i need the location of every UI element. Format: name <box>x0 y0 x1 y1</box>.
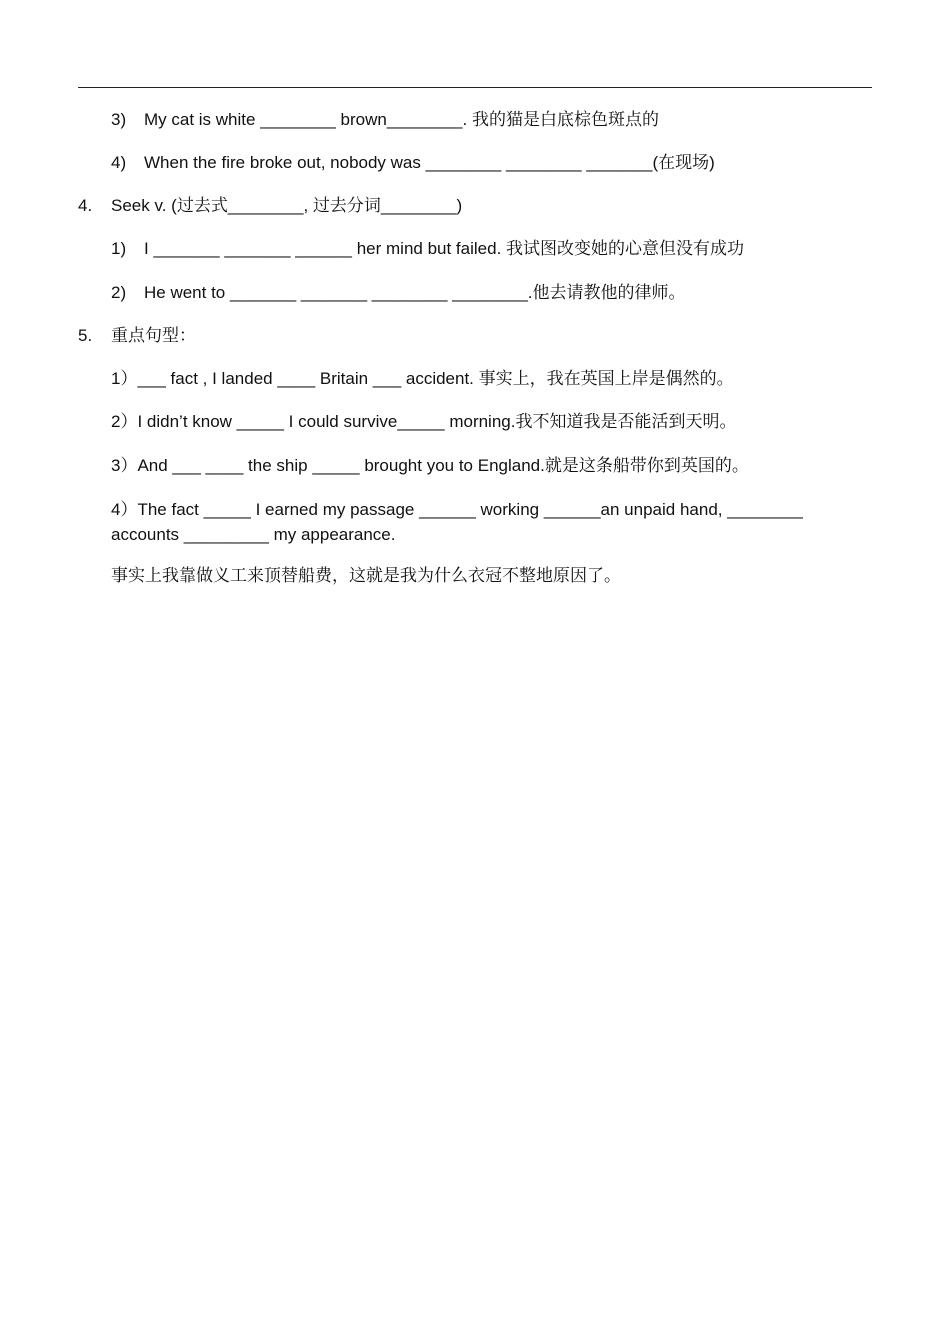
sentence-text: 1）___ fact , I landed ____ Britain ___ accident. 事实上，我在英国上岸是偶然的。 <box>111 369 734 388</box>
sub-item-1 <box>111 238 744 260</box>
section-number: 5. <box>78 326 93 345</box>
sentence-2 <box>111 411 736 433</box>
sentence-4-translation <box>111 565 621 587</box>
item-number: 1) <box>111 239 127 258</box>
header-rule <box>78 87 872 88</box>
item-text: My cat is white ________ brown________. 我的猫是白底棕色斑点的 <box>144 110 659 129</box>
sentence-text: 3）And ___ ____ the ship _____ brought you to England.就是这条船带你到英国的。 <box>111 456 749 475</box>
item-text: He went to _______ _______ ________ ________.他去请教他的律师。 <box>144 283 686 302</box>
section-text: Seek v. (过去式________, 过去分词________) <box>111 196 463 215</box>
sentence-4 <box>111 497 856 547</box>
item-text: When the fire broke out, nobody was ________ ________ _______(在现场) <box>144 153 715 172</box>
sentence-3 <box>111 455 749 477</box>
sub-item-3 <box>111 109 659 131</box>
sentence-text: 4）The fact _____ I earned my passage ______ working ______an unpaid hand, ________ accounts _________ my appearance. <box>111 500 803 544</box>
sub-item-2 <box>111 282 686 304</box>
item-text: I _______ _______ ______ her mind but failed. 我试图改变她的心意但没有成功 <box>144 239 745 258</box>
item-number: 3) <box>111 110 127 129</box>
section-4 <box>78 195 462 217</box>
sub-item-4 <box>111 152 715 174</box>
sentence-1 <box>111 368 734 390</box>
section-5 <box>78 325 196 347</box>
section-number: 4. <box>78 196 93 215</box>
item-number: 2) <box>111 283 127 302</box>
translation-text: 事实上我靠做义工来顶替船费，这就是我为什么衣冠不整地原因了。 <box>111 566 621 585</box>
section-title: 重点句型： <box>111 326 196 345</box>
sentence-text: 2）I didn’t know _____ I could survive_____ morning.我不知道我是否能活到天明。 <box>111 412 737 431</box>
item-number: 4) <box>111 153 127 172</box>
